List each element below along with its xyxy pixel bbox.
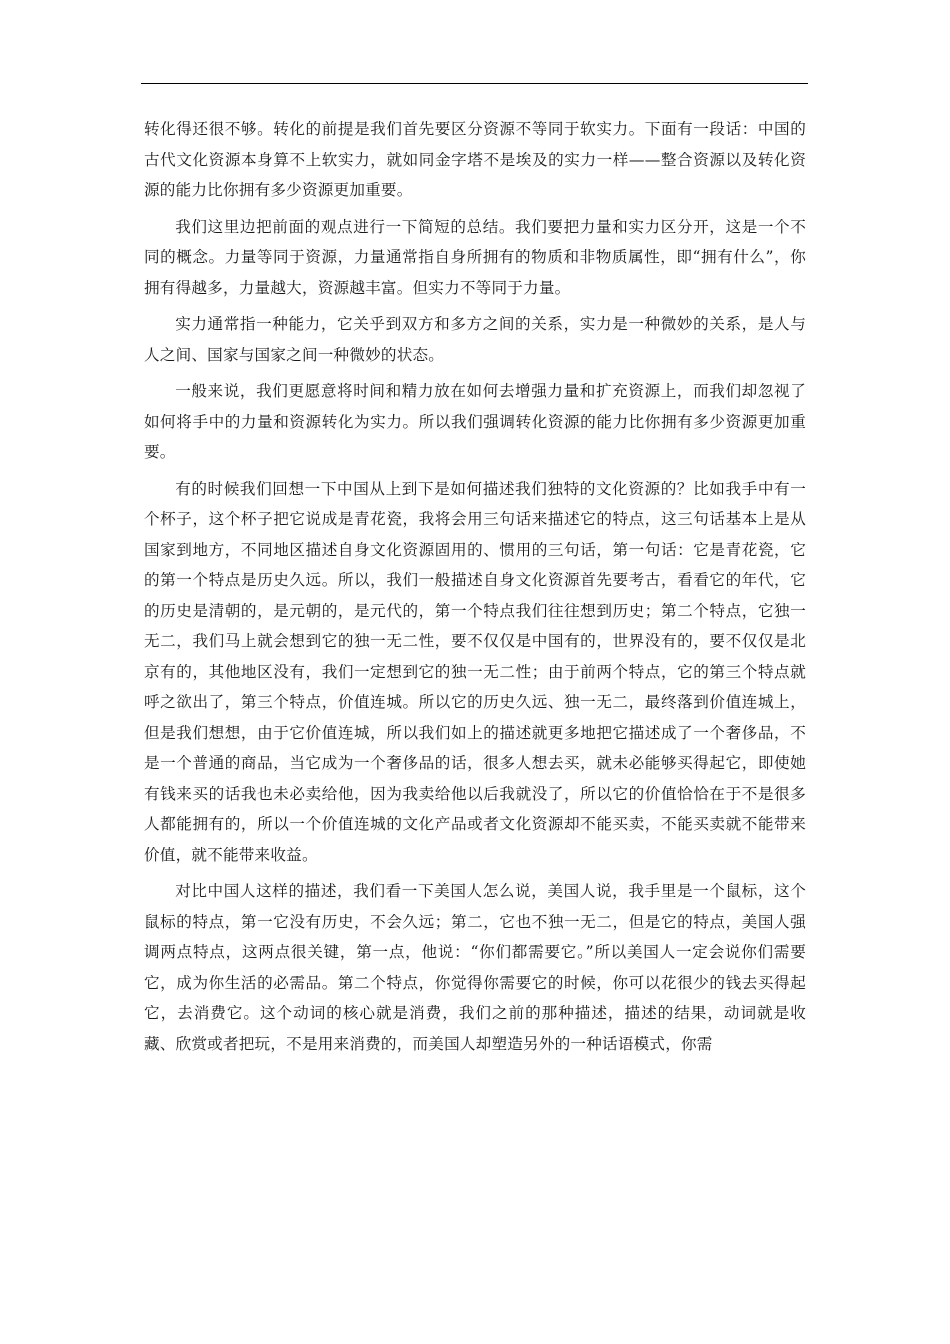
body-text <box>144 114 806 1065</box>
paragraph-2: 我们这里边把前面的观点进行一下简短的总结。我们要把力量和实力区分开，这是一个不同的概念。力量等同于资源，力量通常指自身所拥有的物质和非物质属性，即“拥有什么”，你拥有得越多，力量越大，资源越丰富。但实力不等同于力量。 <box>144 217 806 297</box>
header-rule <box>141 83 808 84</box>
paragraph-3: 实力通常指一种能力，它关乎到双方和多方之间的关系，实力是一种微妙的关系，是人与人之间、国家与国家之间一种微妙的状态。 <box>144 315 806 364</box>
paragraph-6: 对比中国人这样的描述，我们看一下美国人怎么说，美国人说，我手里是一个鼠标，这个鼠标的特点，第一它没有历史，不会久远；第二，它也不独一无二，但是它的特点，美国人强调两点特点，这两点很关键，第一点，他说：“你们都需要它。”所以美国人一定会说你们需要它，成为你生活的必需品。第二个特点，你觉得你需要它的时候，你可以花很少的钱去买得起它，去消费它。这个动词的核心就是消费，我们之前的那种描述，描述的结果，动词就是收藏、欣赏或者把玩，不是用来消费的，而美国人却塑造另外的一种话语模式，你需 <box>144 882 806 1053</box>
paragraph-1: 转化得还很不够。转化的前提是我们首先要区分资源不等同于软实力。下面有一段话：中国的古代文化资源本身算不上软实力，就如同金字塔不是埃及的实力一样——整合资源以及转化资源的能力比你拥有多少资源更加重要。 <box>144 120 806 199</box>
paragraph-4: 一般来说，我们更愿意将时间和精力放在如何去增强力量和扩充资源上，而我们却忽视了如何将手中的力量和资源转化为实力。所以我们强调转化资源的能力比你拥有多少资源更加重要。 <box>144 382 806 461</box>
paragraph-5: 有的时候我们回想一下中国从上到下是如何描述我们独特的文化资源的？比如我手中有一个杯子，这个杯子把它说成是青花瓷，我将会用三句话来描述它的特点，这三句话基本上是从国家到地方，不同地区描述自身文化资源固用的、惯用的三句话，第一句话：它是青花瓷，它的第一个特点是历史久远。所以，我们一般描述自身文化资源首先要考古，看看它的年代，它的历史是清朝的，是元朝的，是元代的，第一个特点我们往往想到历史；第二个特点，它独一无二，我们马上就会想到它的独一无二性，要不仅仅是中国有的，世界没有的，要不仅仅是北京有的，其他地区没有，我们一定想到它的独一无二性；由于前两个特点，它的第三个特点就呼之欲出了，第三个特点，价值连城。所以它的历史久远、独一无二，最终落到价值连城上，但是我们想想，由于它价值连城，所以我们如上的描述就更多地把它描述成了一个奢侈品，不是一个普通的商品，当它成为一个奢侈品的话，很多人想去买，就未必能够买得起它，即使她有钱来买的话我也未必卖给他，因为我卖给他以后我就没了，所以它的价值恰恰在于不是很多人都能拥有的，所以一个价值连城的文化产品或者文化资源却不能买卖，不能买卖就不能带来价值，就不能带来收益。 <box>144 479 806 864</box>
